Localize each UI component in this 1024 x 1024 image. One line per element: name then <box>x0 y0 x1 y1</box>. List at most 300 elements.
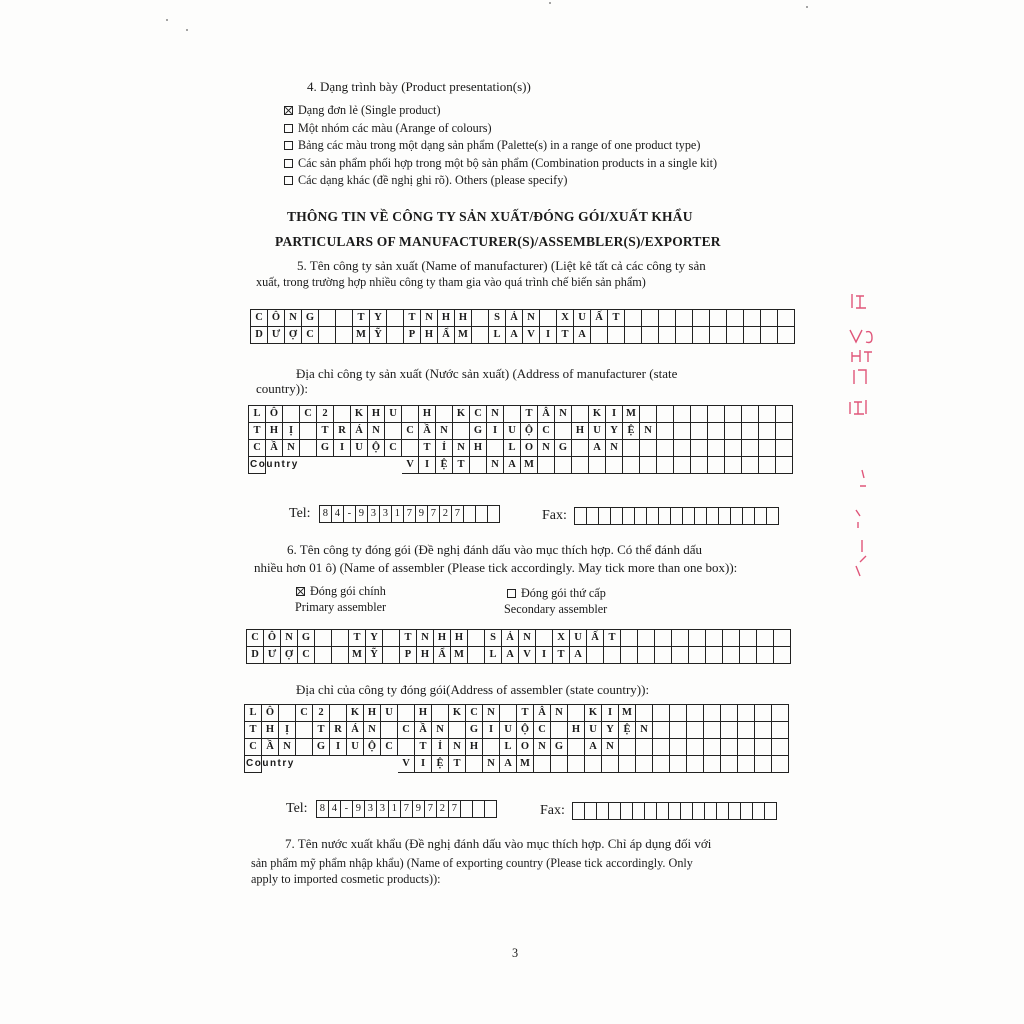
grid-cell: Ô <box>264 630 281 647</box>
grid-cell: K <box>347 705 364 722</box>
section4-title: 4. Dạng trình bày (Product presentation(s)) <box>307 79 531 94</box>
grid-cell: U <box>351 440 368 457</box>
grid-cell <box>657 440 674 457</box>
digit-box <box>717 803 729 820</box>
grid-cell <box>772 705 789 722</box>
grid-cell <box>740 647 757 664</box>
digit-box <box>645 803 657 820</box>
grid-cell: C <box>245 739 262 756</box>
digit-box <box>647 508 659 525</box>
grid-cell: Ô <box>266 406 283 423</box>
grid-cell: T <box>608 310 625 327</box>
digit-box <box>473 801 485 818</box>
grid-cell: C <box>470 406 487 423</box>
grid-cell <box>608 327 625 344</box>
grid-cell <box>691 406 708 423</box>
country-cell <box>572 457 589 474</box>
digit-box: 7 <box>425 801 437 818</box>
grid-cell <box>706 647 723 664</box>
digit-box <box>743 508 755 525</box>
country-cell: M <box>521 457 538 474</box>
grid-cell <box>300 423 317 440</box>
grid-cell <box>723 647 740 664</box>
grid-cell: G <box>302 310 319 327</box>
grid-cell <box>625 327 642 344</box>
page-number: 3 <box>512 946 519 960</box>
grid-cell <box>336 327 353 344</box>
grid-cell <box>738 739 755 756</box>
digit-box <box>707 508 719 525</box>
grid-cell <box>387 327 404 344</box>
digit-box: 3 <box>368 506 380 523</box>
grid-cell: Â <box>538 406 555 423</box>
grid-cell: L <box>489 327 506 344</box>
grid-cell <box>757 630 774 647</box>
grid-cell: H <box>455 310 472 327</box>
grid-cell: Ộ <box>521 423 538 440</box>
grid-cell: H <box>266 423 283 440</box>
grid-cell: C <box>385 440 402 457</box>
digit-box: 7 <box>449 801 461 818</box>
grid-cell: M <box>623 406 640 423</box>
country-cell <box>606 457 623 474</box>
digit-box <box>633 803 645 820</box>
grid-cell: L <box>485 647 502 664</box>
grid-cell <box>759 423 776 440</box>
heading-line2: PARTICULARS OF MANUFACTURER(S)/ASSEMBLER(S)/EXPORTER <box>275 234 721 249</box>
grid-cell <box>689 630 706 647</box>
grid-cell: U <box>347 739 364 756</box>
grid-cell: L <box>245 705 262 722</box>
country-cell <box>670 756 687 773</box>
grid-cell <box>676 327 693 344</box>
grid-cell <box>398 739 415 756</box>
grid-cell <box>721 739 738 756</box>
assembler-name-grid <box>246 629 791 664</box>
primary-assembler-checkbox[interactable] <box>296 587 305 596</box>
grid-cell: Ô <box>262 705 279 722</box>
fax-boxes <box>574 507 779 525</box>
grid-cell: H <box>434 630 451 647</box>
grid-cell <box>296 739 313 756</box>
option-label: Các dạng khác (đề nghị ghi rõ). Others (please specify) <box>298 173 568 187</box>
digit-box: 7 <box>452 506 464 523</box>
grid-cell <box>772 739 789 756</box>
grid-cell: A <box>574 327 591 344</box>
grid-cell <box>568 705 585 722</box>
country-cell <box>738 756 755 773</box>
grid-cell: C <box>251 310 268 327</box>
grid-cell: Ỹ <box>370 327 387 344</box>
digit-box: 4 <box>332 506 344 523</box>
grid-cell <box>708 406 725 423</box>
grid-cell: N <box>519 630 536 647</box>
grid-cell: T <box>521 406 538 423</box>
grid-cell <box>500 705 517 722</box>
option-label: Một nhóm các màu (Arange of colours) <box>298 120 492 135</box>
grid-cell <box>672 647 689 664</box>
manufacturer-tel-row <box>289 505 500 523</box>
section5-title-line1: 5. Tên công ty sản xuất (Name of manufacturer) (Liệt kê tất cả các công ty sản <box>297 258 706 273</box>
grid-cell <box>670 739 687 756</box>
country-cell <box>555 457 572 474</box>
grid-cell <box>653 705 670 722</box>
grid-cell: T <box>317 423 334 440</box>
grid-cell: P <box>400 647 417 664</box>
grid-cell: I <box>536 647 553 664</box>
grid-cell: I <box>483 722 500 739</box>
grid-cell <box>642 327 659 344</box>
grid-cell <box>398 705 415 722</box>
grid-cell <box>657 423 674 440</box>
manufacturer-name-grid <box>250 309 795 344</box>
assembler-fax-row <box>540 802 777 820</box>
stamp-fragment <box>846 290 876 590</box>
grid-cell <box>706 630 723 647</box>
grid-cell: H <box>415 705 432 722</box>
digit-box <box>755 508 767 525</box>
grid-cell: Ầ <box>262 739 279 756</box>
grid-cell <box>676 310 693 327</box>
grid-cell: G <box>551 739 568 756</box>
grid-cell <box>487 440 504 457</box>
grid-cell: V <box>523 327 540 344</box>
grid-cell <box>776 440 793 457</box>
country-cell <box>755 756 772 773</box>
digit-box <box>585 803 597 820</box>
grid-cell <box>778 310 795 327</box>
grid-cell: X <box>553 630 570 647</box>
grid-cell <box>621 630 638 647</box>
grid-cell <box>551 722 568 739</box>
grid-cell <box>759 440 776 457</box>
grid-cell: Ỉ <box>436 440 453 457</box>
grid-cell: I <box>334 440 351 457</box>
grid-cell: A <box>589 440 606 457</box>
grid-cell <box>540 310 557 327</box>
grid-cell: Ợ <box>285 327 302 344</box>
grid-cell: N <box>551 705 568 722</box>
grid-cell <box>670 705 687 722</box>
grid-cell: H <box>470 440 487 457</box>
country-cell: I <box>415 756 432 773</box>
grid-cell <box>755 739 772 756</box>
grid-cell: I <box>330 739 347 756</box>
grid-cell: H <box>368 406 385 423</box>
digit-box <box>461 801 473 818</box>
grid-cell <box>776 423 793 440</box>
grid-cell <box>672 630 689 647</box>
country-cell <box>538 457 555 474</box>
grid-cell: U <box>500 722 517 739</box>
grid-cell: N <box>281 630 298 647</box>
grid-cell <box>625 310 642 327</box>
grid-cell <box>687 705 704 722</box>
grid-cell: C <box>296 705 313 722</box>
grid-cell <box>772 722 789 739</box>
grid-cell: N <box>606 440 623 457</box>
grid-cell: Â <box>534 705 551 722</box>
grid-cell: H <box>421 327 438 344</box>
grid-cell <box>587 647 604 664</box>
grid-cell <box>725 440 742 457</box>
country-cell <box>640 457 657 474</box>
digit-box: 3 <box>365 801 377 818</box>
grid-cell <box>319 327 336 344</box>
grid-cell <box>638 647 655 664</box>
grid-cell: Ả <box>506 310 523 327</box>
grid-cell: N <box>640 423 657 440</box>
digit-box <box>729 803 741 820</box>
grid-cell <box>778 327 795 344</box>
grid-cell <box>776 406 793 423</box>
grid-cell <box>693 327 710 344</box>
country-cell <box>470 457 487 474</box>
grid-cell: K <box>453 406 470 423</box>
option-checkbox[interactable] <box>284 176 293 185</box>
grid-cell <box>674 423 691 440</box>
grid-cell <box>572 406 589 423</box>
grid-cell <box>723 630 740 647</box>
country-cell <box>776 457 793 474</box>
grid-cell: C <box>302 327 319 344</box>
grid-cell: Ấ <box>591 310 608 327</box>
digit-box: - <box>341 801 353 818</box>
secondary-assembler-checkbox[interactable] <box>507 589 516 598</box>
option-checkbox[interactable] <box>284 124 293 133</box>
digit-box <box>659 508 671 525</box>
digit-box <box>669 803 681 820</box>
digit-box <box>609 803 621 820</box>
digit-box <box>741 803 753 820</box>
grid-cell: I <box>602 705 619 722</box>
option-checkbox[interactable] <box>284 106 293 115</box>
grid-cell <box>332 647 349 664</box>
grid-cell: K <box>449 705 466 722</box>
digit-box: 7 <box>401 801 413 818</box>
fax-boxes <box>572 802 777 820</box>
grid-cell <box>653 739 670 756</box>
grid-cell <box>742 440 759 457</box>
tel-boxes <box>316 800 497 818</box>
grid-cell <box>725 423 742 440</box>
grid-cell <box>568 739 585 756</box>
section7-line2: sản phẩm mỹ phẩm nhập khẩu) (Name of exporting country (Please tick accordingly. Only <box>251 856 693 870</box>
grid-cell: Y <box>606 423 623 440</box>
grid-cell: C <box>381 739 398 756</box>
grid-cell: Ư <box>268 327 285 344</box>
secondary-assembler-option <box>507 586 606 601</box>
grid-cell <box>742 406 759 423</box>
digit-box <box>765 803 777 820</box>
grid-cell <box>621 647 638 664</box>
option-checkbox[interactable] <box>284 141 293 150</box>
grid-cell: N <box>436 423 453 440</box>
grid-cell <box>727 327 744 344</box>
digit-box <box>621 803 633 820</box>
fax-label: Fax: <box>540 803 565 818</box>
country-cell <box>653 756 670 773</box>
grid-cell <box>432 705 449 722</box>
grid-cell <box>319 310 336 327</box>
grid-cell <box>657 406 674 423</box>
grid-cell: Ả <box>502 630 519 647</box>
grid-cell <box>687 739 704 756</box>
grid-cell: Y <box>370 310 387 327</box>
grid-cell: N <box>421 310 438 327</box>
grid-cell <box>468 647 485 664</box>
grid-cell: T <box>400 630 417 647</box>
grid-cell: L <box>249 406 266 423</box>
digit-box <box>635 508 647 525</box>
grid-cell: Ầ <box>419 423 436 440</box>
grid-cell: Ộ <box>364 739 381 756</box>
grid-cell <box>300 440 317 457</box>
option-checkbox[interactable] <box>284 159 293 168</box>
grid-cell <box>721 705 738 722</box>
grid-cell <box>555 423 572 440</box>
country-cell <box>636 756 653 773</box>
country-cell: A <box>500 756 517 773</box>
grid-cell: N <box>487 406 504 423</box>
grid-cell: H <box>419 406 436 423</box>
grid-cell: T <box>553 647 570 664</box>
country-cell <box>623 457 640 474</box>
grid-cell <box>742 423 759 440</box>
digit-box: 9 <box>416 506 428 523</box>
grid-cell <box>704 739 721 756</box>
section4-option <box>284 121 492 136</box>
grid-cell: Ỹ <box>366 647 383 664</box>
grid-cell <box>670 722 687 739</box>
digit-box <box>683 508 695 525</box>
grid-cell: T <box>249 423 266 440</box>
grid-cell <box>619 739 636 756</box>
grid-cell <box>468 630 485 647</box>
grid-cell <box>623 440 640 457</box>
country-cell <box>704 756 721 773</box>
grid-cell: H <box>417 647 434 664</box>
grid-cell <box>472 327 489 344</box>
grid-cell <box>761 327 778 344</box>
country-cell <box>619 756 636 773</box>
grid-cell: S <box>489 310 506 327</box>
country-cell <box>466 756 483 773</box>
grid-cell <box>642 310 659 327</box>
section6-title-line2: nhiều hơn 01 ô) (Name of assembler (Please tick accordingly. May tick more than one box)): <box>254 560 738 575</box>
grid-cell <box>472 310 489 327</box>
digit-box: 2 <box>440 506 452 523</box>
section7-line3: apply to imported cosmetic products)): <box>251 872 441 886</box>
country-cell <box>589 457 606 474</box>
grid-cell: Ư <box>264 647 281 664</box>
grid-cell: T <box>353 310 370 327</box>
grid-cell: P <box>404 327 421 344</box>
grid-cell <box>693 310 710 327</box>
country-cell <box>772 756 789 773</box>
grid-cell <box>453 423 470 440</box>
grid-cell: Ẩ <box>438 327 455 344</box>
digit-box <box>767 508 779 525</box>
grid-cell <box>761 310 778 327</box>
grid-cell: Y <box>602 722 619 739</box>
country-label: Country <box>245 756 262 773</box>
grid-cell: U <box>385 406 402 423</box>
grid-cell <box>640 406 657 423</box>
grid-cell: N <box>364 722 381 739</box>
digit-box <box>623 508 635 525</box>
section7-line1: 7. Tên nước xuất khẩu (Đề nghị đánh dấu vào mục thích hợp. Chỉ áp dụng đối với <box>285 836 712 851</box>
grid-cell <box>755 705 772 722</box>
country-cell: N <box>483 756 500 773</box>
grid-cell: U <box>504 423 521 440</box>
digit-box <box>753 803 765 820</box>
digit-box <box>464 506 476 523</box>
grid-cell: U <box>570 630 587 647</box>
grid-cell <box>640 440 657 457</box>
grid-cell: H <box>262 722 279 739</box>
country-cell: Ệ <box>432 756 449 773</box>
grid-cell: K <box>351 406 368 423</box>
grid-cell: L <box>504 440 521 457</box>
digit-box: 4 <box>329 801 341 818</box>
grid-cell: M <box>451 647 468 664</box>
option-label: Các sản phẩm phối hợp trong một bộ sản phẩm (Combination products in a single kit) <box>298 155 718 170</box>
grid-cell <box>653 722 670 739</box>
grid-cell: H <box>568 722 585 739</box>
grid-cell: C <box>402 423 419 440</box>
section4-option <box>284 173 567 188</box>
grid-cell <box>704 722 721 739</box>
grid-cell <box>536 630 553 647</box>
grid-cell <box>385 423 402 440</box>
country-cell <box>721 756 738 773</box>
grid-cell: Ộ <box>368 440 385 457</box>
country-cell <box>759 457 776 474</box>
fax-label: Fax: <box>542 508 567 523</box>
red-stamp-icon <box>846 290 876 590</box>
digit-box <box>671 508 683 525</box>
grid-cell: H <box>364 705 381 722</box>
grid-cell: A <box>506 327 523 344</box>
grid-cell: N <box>602 739 619 756</box>
section4-option <box>284 156 717 171</box>
grid-cell: V <box>519 647 536 664</box>
grid-cell <box>283 406 300 423</box>
grid-cell: N <box>432 722 449 739</box>
grid-cell <box>659 327 676 344</box>
grid-cell: I <box>487 423 504 440</box>
digit-box <box>705 803 717 820</box>
grid-cell: K <box>589 406 606 423</box>
grid-cell: I <box>540 327 557 344</box>
grid-cell: A <box>502 647 519 664</box>
grid-cell: I <box>606 406 623 423</box>
grid-cell: Ấ <box>587 630 604 647</box>
grid-cell <box>691 423 708 440</box>
grid-cell: G <box>555 440 572 457</box>
grid-cell: X <box>557 310 574 327</box>
country-cell: T <box>453 457 470 474</box>
grid-cell: C <box>538 423 555 440</box>
grid-cell: D <box>251 327 268 344</box>
grid-cell: H <box>572 423 589 440</box>
grid-cell: C <box>398 722 415 739</box>
grid-cell: C <box>534 722 551 739</box>
digit-box: 7 <box>404 506 416 523</box>
grid-cell <box>636 739 653 756</box>
option-label: Bảng các màu trong một dạng sản phẩm (Palette(s) in a range of one product type) <box>298 138 701 152</box>
